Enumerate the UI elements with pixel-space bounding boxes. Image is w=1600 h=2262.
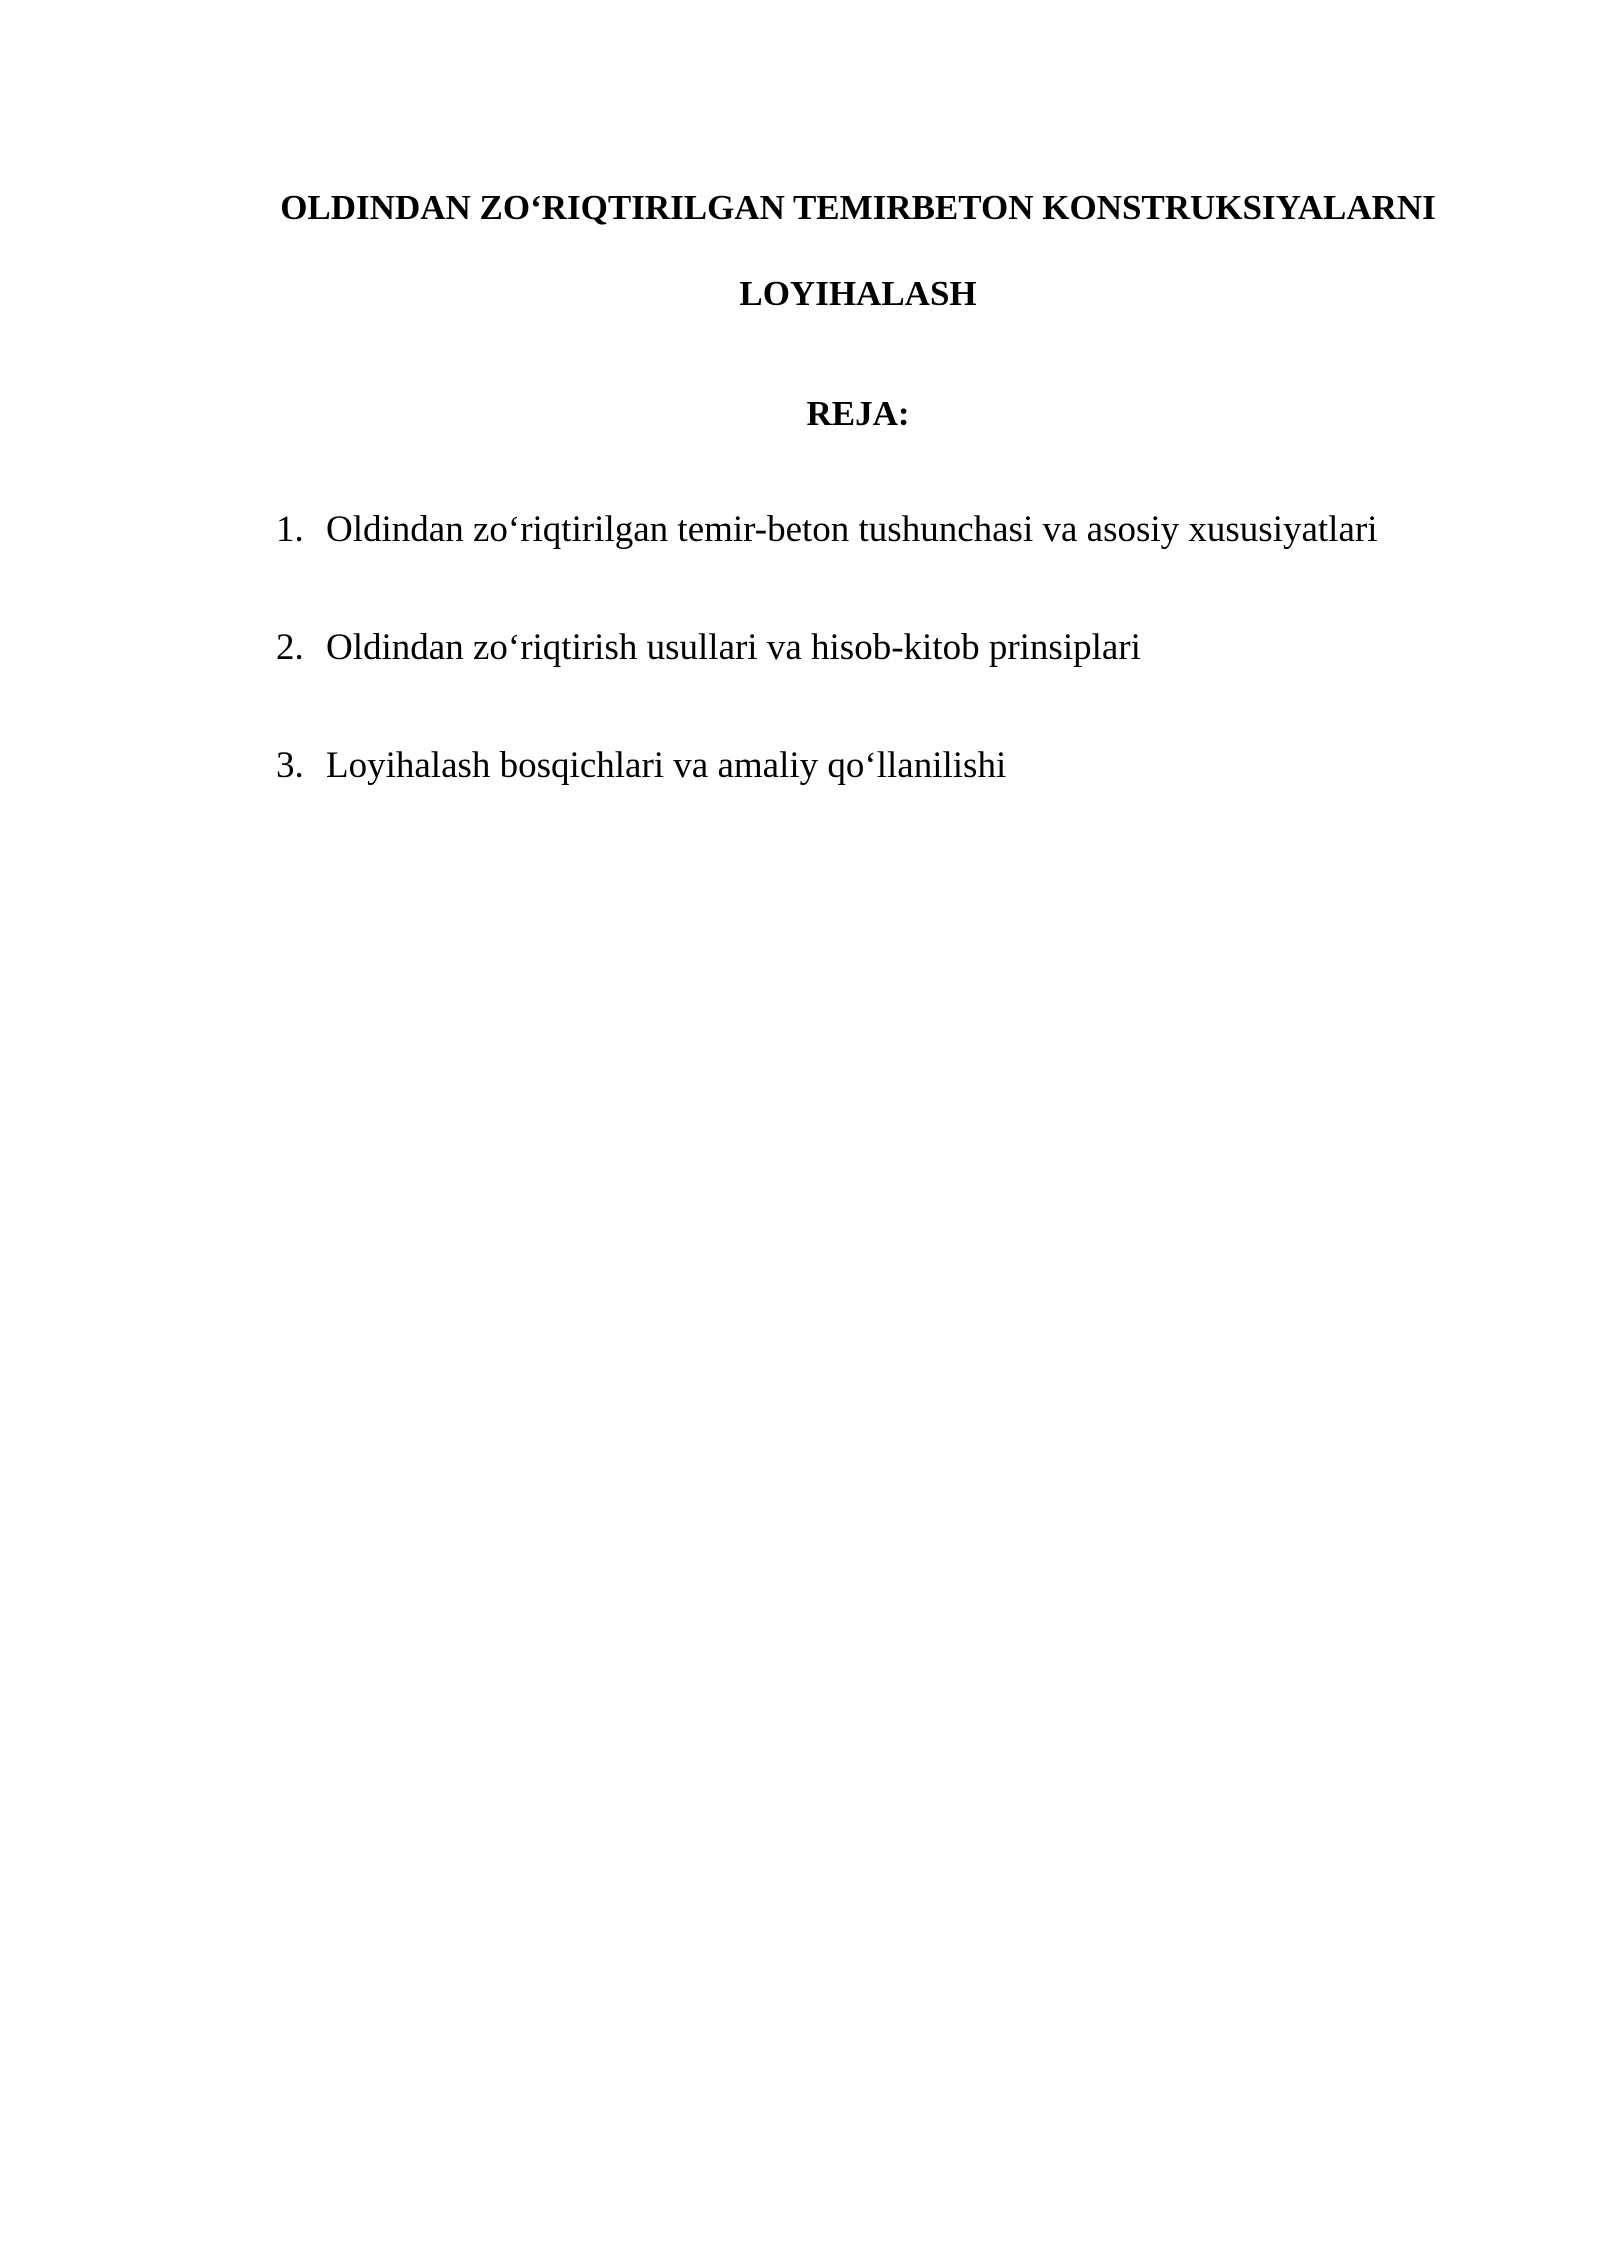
plan-item-number: 1. bbox=[276, 509, 304, 550]
document-title-line-1: OLDINDAN ZO‘RIQTIRILGAN TEMIRBETON KONSTRUKSIYALARNI bbox=[280, 188, 1436, 227]
plan-item-text: Oldindan zo‘riqtirish usullari va hisob-kitob prinsiplari bbox=[326, 627, 1141, 668]
plan-item-1 bbox=[276, 510, 1476, 628]
plan-heading: REJA: bbox=[806, 394, 910, 433]
plan-item-number: 3. bbox=[276, 745, 304, 786]
document-title-line-2: LOYIHALASH bbox=[739, 274, 977, 313]
plan-list bbox=[276, 510, 1476, 864]
plan-item-text: Oldindan zo‘riqtirilgan temir-beton tushunchasi va asosiy xususiyatlari bbox=[326, 509, 1378, 550]
plan-item-2 bbox=[276, 628, 1476, 746]
plan-item-text: Loyihalash bosqichlari va amaliy qo‘llanilishi bbox=[326, 745, 1007, 786]
plan-item-3 bbox=[276, 746, 1476, 864]
plan-item-number: 2. bbox=[276, 627, 304, 668]
